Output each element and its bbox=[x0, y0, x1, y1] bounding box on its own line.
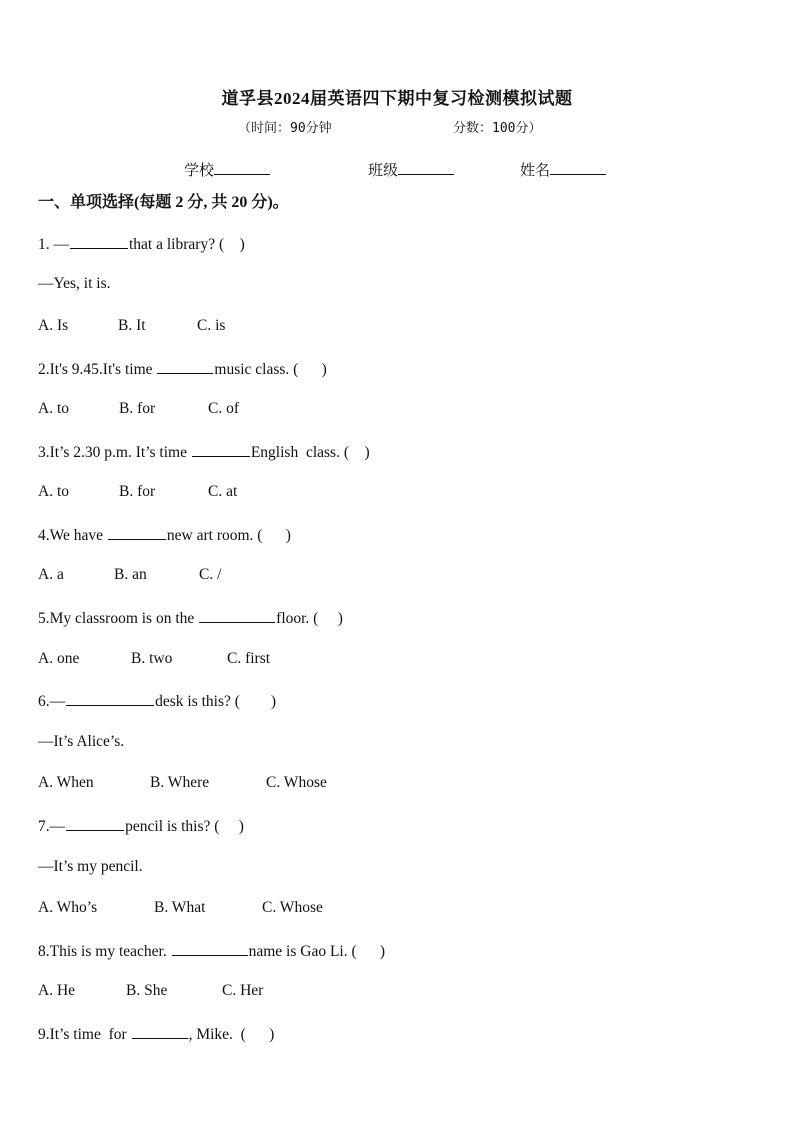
question-8-blank[interactable] bbox=[172, 940, 248, 956]
question-1-option-b[interactable]: B. It bbox=[118, 317, 146, 334]
question-3-options bbox=[38, 482, 237, 502]
question-1-suffix: that a library? ( ) bbox=[129, 236, 245, 253]
question-1-blank[interactable] bbox=[70, 233, 128, 249]
question-6-option-a[interactable]: A. When bbox=[38, 774, 94, 791]
question-1-option-c[interactable]: C. is bbox=[197, 317, 226, 334]
question-2-option-b[interactable]: B. for bbox=[119, 400, 156, 417]
class-label: 班级 bbox=[368, 163, 399, 179]
exam-title: 道孚县2024届英语四下期中复习检测模拟试题 bbox=[221, 89, 573, 108]
question-8-prefix: 8.This is my teacher. bbox=[38, 943, 171, 960]
question-6-options bbox=[38, 773, 327, 793]
question-2-option-a[interactable]: A. to bbox=[38, 400, 69, 417]
question-5-options bbox=[38, 649, 270, 669]
question-7-suffix: pencil is this? ( ) bbox=[125, 818, 244, 835]
class-field bbox=[368, 159, 454, 180]
exam-time: （时间：90分钟 bbox=[238, 121, 332, 136]
question-7-options bbox=[38, 898, 323, 918]
question-8-option-b[interactable]: B. She bbox=[126, 982, 168, 999]
question-1 bbox=[38, 233, 245, 255]
question-4-option-b[interactable]: B. an bbox=[114, 566, 147, 583]
question-6-response: —It’s Alice’s. bbox=[38, 733, 125, 750]
school-blank[interactable] bbox=[214, 160, 270, 175]
question-3-prefix: 3.It’s 2.30 p.m. It’s time bbox=[38, 444, 191, 461]
question-5-option-b[interactable]: B. two bbox=[131, 650, 173, 667]
question-7-prefix: 7.— bbox=[38, 818, 66, 835]
question-3-suffix: English class. ( ) bbox=[250, 444, 370, 461]
question-4-prefix: 4.We have bbox=[38, 527, 107, 544]
question-8 bbox=[38, 940, 385, 962]
question-7-option-b[interactable]: B. What bbox=[154, 899, 206, 916]
class-blank[interactable] bbox=[398, 160, 454, 175]
exam-score: 分数：100分） bbox=[453, 121, 542, 136]
question-2-suffix: music class. ( ) bbox=[214, 361, 327, 378]
question-4 bbox=[38, 524, 291, 546]
question-6-prefix: 6.— bbox=[38, 693, 66, 710]
question-8-options bbox=[38, 981, 263, 1001]
question-6-suffix: desk is this? ( ) bbox=[155, 693, 277, 710]
question-5-suffix: floor. ( ) bbox=[276, 610, 343, 627]
name-field bbox=[520, 159, 606, 180]
question-2-blank[interactable] bbox=[157, 358, 213, 374]
question-1-prefix: 1. — bbox=[38, 236, 69, 253]
question-4-options bbox=[38, 565, 221, 585]
question-2 bbox=[38, 358, 327, 380]
question-3-option-c[interactable]: C. at bbox=[208, 483, 238, 500]
question-9-blank[interactable] bbox=[132, 1023, 188, 1039]
question-6-option-c[interactable]: C. Whose bbox=[266, 774, 327, 791]
question-7-response: —It’s my pencil. bbox=[38, 858, 143, 875]
question-3-blank[interactable] bbox=[192, 441, 250, 457]
question-2-prefix: 2.It's 9.45.It's time bbox=[38, 361, 157, 378]
name-label: 姓名 bbox=[520, 163, 551, 179]
question-4-option-c[interactable]: C. / bbox=[199, 566, 222, 583]
question-4-option-a[interactable]: A. a bbox=[38, 566, 64, 583]
question-2-option-c[interactable]: C. of bbox=[208, 400, 239, 417]
question-1-option-a[interactable]: A. Is bbox=[38, 317, 69, 334]
question-7-option-a[interactable]: A. Who’s bbox=[38, 899, 98, 916]
question-8-option-c[interactable]: C. Her bbox=[222, 982, 264, 999]
question-2-options bbox=[38, 399, 239, 419]
question-4-suffix: new art room. ( ) bbox=[166, 527, 291, 544]
question-6 bbox=[38, 690, 276, 712]
school-label: 学校 bbox=[184, 163, 215, 179]
question-6-blank[interactable] bbox=[66, 690, 154, 706]
question-4-blank[interactable] bbox=[108, 524, 166, 540]
question-5-blank[interactable] bbox=[199, 607, 275, 623]
question-3 bbox=[38, 441, 370, 463]
question-5 bbox=[38, 607, 343, 629]
name-blank[interactable] bbox=[550, 160, 606, 175]
question-3-option-a[interactable]: A. to bbox=[38, 483, 69, 500]
question-9-suffix: , Mike. ( ) bbox=[188, 1026, 275, 1043]
section-heading: 一、单项选择(每题 2 分, 共 20 分)。 bbox=[38, 194, 289, 211]
question-5-option-a[interactable]: A. one bbox=[38, 650, 80, 667]
school-field bbox=[184, 159, 270, 180]
question-7 bbox=[38, 815, 244, 837]
question-5-prefix: 5.My classroom is on the bbox=[38, 610, 199, 627]
question-5-option-c[interactable]: C. first bbox=[227, 650, 271, 667]
question-8-option-a[interactable]: A. He bbox=[38, 982, 76, 999]
question-7-blank[interactable] bbox=[66, 815, 124, 831]
question-1-options bbox=[38, 316, 225, 336]
question-6-option-b[interactable]: B. Where bbox=[150, 774, 210, 791]
question-1-response: —Yes, it is. bbox=[38, 275, 111, 292]
question-9 bbox=[38, 1023, 274, 1045]
question-8-suffix: name is Gao Li. ( ) bbox=[248, 943, 386, 960]
question-9-prefix: 9.It’s time for bbox=[38, 1026, 131, 1043]
question-3-option-b[interactable]: B. for bbox=[119, 483, 156, 500]
question-7-option-c[interactable]: C. Whose bbox=[262, 899, 323, 916]
